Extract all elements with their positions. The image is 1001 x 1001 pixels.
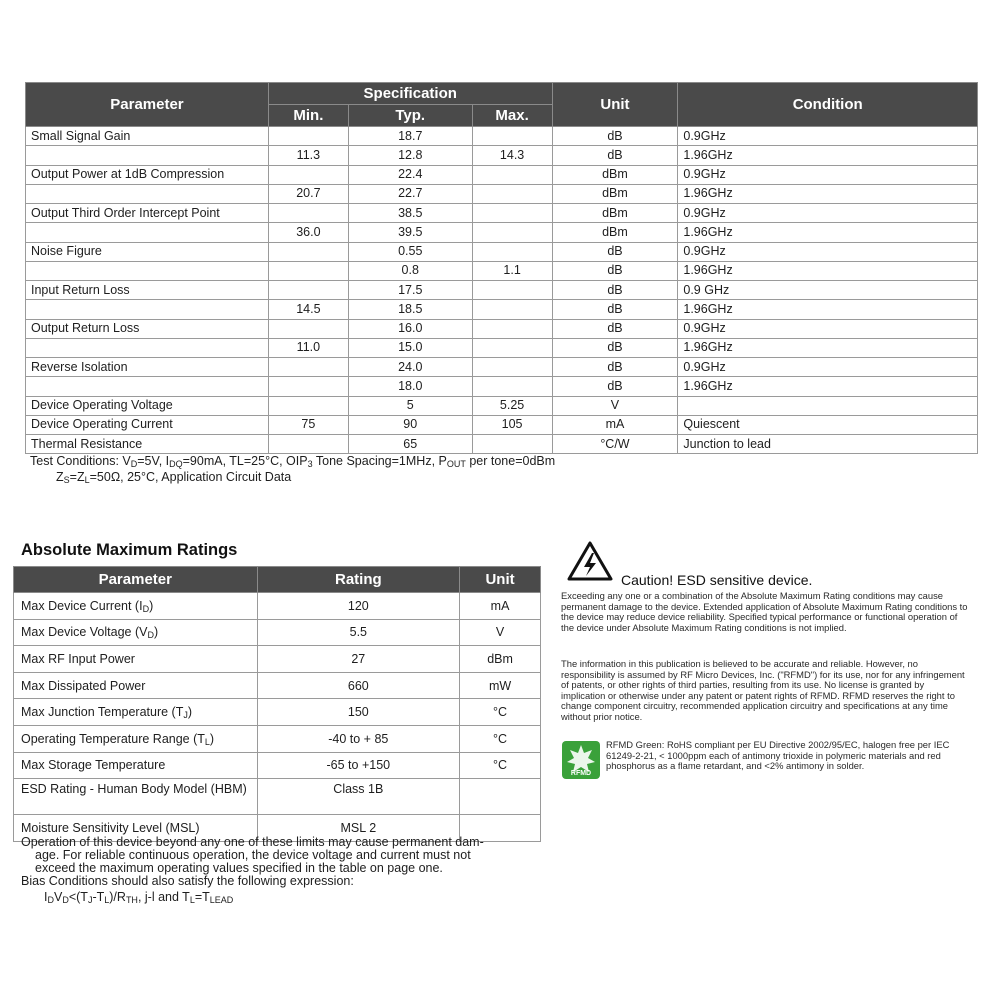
abs-cell-rating: 5.5 bbox=[257, 619, 460, 646]
spec-cell-parameter bbox=[26, 146, 269, 165]
spec-cell-min bbox=[268, 242, 348, 261]
abs-cell-unit: °C bbox=[460, 752, 541, 779]
spec-cell-condition: 0.9GHz bbox=[678, 165, 978, 184]
spec-cell-parameter: Thermal Resistance bbox=[26, 435, 269, 454]
abs-max-row bbox=[14, 672, 541, 699]
rfmd-green-logo-icon: RFMD bbox=[562, 741, 600, 779]
spec-cell-min: 20.7 bbox=[268, 184, 348, 203]
operation-note: Operation of this device beyond any one of these limits may cause permanent dam- age. For reliable continuous operation, the device voltage and current must not exceed the maximum operating values specified in the table on page one. Bias Conditions should also satisfy the following expression: bbox=[21, 835, 484, 888]
abs-cell-parameter: Max Device Current $(I_D)$ bbox=[14, 593, 258, 620]
spec-cell-unit: dB bbox=[552, 261, 678, 280]
spec-cell-typ: 0.8 bbox=[348, 261, 472, 280]
spec-cell-unit: dB bbox=[552, 319, 678, 338]
header-parameter: Parameter bbox=[26, 83, 269, 127]
header-unit: Unit bbox=[552, 83, 678, 127]
abs-cell-unit: dBm bbox=[460, 646, 541, 673]
spec-cell-min bbox=[268, 281, 348, 300]
spec-cell-condition: 1.96GHz bbox=[678, 261, 978, 280]
spec-cell-unit: dB bbox=[552, 300, 678, 319]
spec-cell-unit: dBm bbox=[552, 184, 678, 203]
spec-cell-min: 36.0 bbox=[268, 223, 348, 242]
spec-cell-min: 11.0 bbox=[268, 338, 348, 357]
bias-expression: $I_DV_D<(T_J-T_L)/R_{TH}$, j-l and $T_L=T_{LEAD}$ bbox=[44, 890, 234, 905]
spec-cell-typ: 38.5 bbox=[348, 204, 472, 223]
specification-table bbox=[25, 82, 978, 454]
abs-max-table bbox=[13, 566, 541, 842]
specification-table-body bbox=[26, 127, 978, 454]
spec-cell-min bbox=[268, 319, 348, 338]
spec-cell-min bbox=[268, 127, 348, 146]
abs-cell-parameter: Operating Temperature Range $(T_L)$ bbox=[14, 725, 258, 752]
spec-cell-typ: 17.5 bbox=[348, 281, 472, 300]
abs-max-title: Absolute Maximum Ratings bbox=[21, 541, 238, 559]
header-min: Min. bbox=[268, 105, 348, 127]
abs-max-row bbox=[14, 646, 541, 673]
spec-cell-parameter: Device Operating Current bbox=[26, 415, 269, 434]
spec-row bbox=[26, 223, 978, 242]
spec-cell-min bbox=[268, 396, 348, 415]
abs-cell-parameter: Moisture Sensitivity Level (MSL) bbox=[14, 815, 258, 842]
spec-cell-typ: 22.4 bbox=[348, 165, 472, 184]
spec-cell-typ: 12.8 bbox=[348, 146, 472, 165]
spec-cell-condition: 1.96GHz bbox=[678, 300, 978, 319]
spec-cell-typ: 18.0 bbox=[348, 377, 472, 396]
spec-cell-max bbox=[472, 358, 552, 377]
spec-row bbox=[26, 146, 978, 165]
abs-max-table-body bbox=[14, 593, 541, 842]
spec-cell-condition: 0.9GHz bbox=[678, 204, 978, 223]
spec-cell-parameter: Device Operating Voltage bbox=[26, 396, 269, 415]
spec-row bbox=[26, 319, 978, 338]
spec-cell-condition: 0.9GHz bbox=[678, 319, 978, 338]
test-conditions-line-2: $Z_S=Z_L=50\Omega$, 25°C, Application Circuit Data bbox=[56, 470, 292, 485]
spec-cell-condition: 0.9GHz bbox=[678, 358, 978, 377]
liability-disclaimer: The information in this publication is believed to be accurate and reliable. However, no responsibility is assumed by RF Micro Devices, Inc. ("RFMD") for its use, nor for any infringement of patents, or other rights of third parties, resulting from its use. No license is granted by implication or otherwise under any patent or patent rights of RFMD. RFMD reserves the right to change component circuitry, recommended application circuitry and specifications at any time without prior notice. bbox=[561, 658, 965, 722]
abs-max-row bbox=[14, 699, 541, 726]
abs-cell-rating: -40 to + 85 bbox=[257, 725, 460, 752]
abs-cell-parameter: Max Device Voltage $(V_D)$ bbox=[14, 619, 258, 646]
abs-header-rating: Rating bbox=[257, 567, 460, 593]
spec-cell-condition: 1.96GHz bbox=[678, 223, 978, 242]
spec-cell-typ: 15.0 bbox=[348, 338, 472, 357]
spec-cell-max bbox=[472, 184, 552, 203]
spec-cell-max bbox=[472, 165, 552, 184]
abs-max-disclaimer: Exceeding any one or a combination of the Absolute Maximum Rating conditions may cause permanent damage to the device. Extended application of Absolute Maximum Rating conditions to the device may reduce device reliability. Specified typical performance or functional operation of the device under Absolute Maximum Rating conditions is not implied. bbox=[561, 590, 968, 633]
header-specification: Specification bbox=[268, 83, 552, 105]
abs-max-row bbox=[14, 619, 541, 646]
spec-cell-max bbox=[472, 300, 552, 319]
abs-max-row bbox=[14, 779, 541, 815]
spec-cell-condition: 1.96GHz bbox=[678, 146, 978, 165]
spec-row bbox=[26, 261, 978, 280]
spec-cell-unit: dB bbox=[552, 127, 678, 146]
spec-cell-condition: 1.96GHz bbox=[678, 377, 978, 396]
abs-cell-rating: 660 bbox=[257, 672, 460, 699]
spec-row bbox=[26, 358, 978, 377]
spec-cell-unit: dB bbox=[552, 338, 678, 357]
spec-cell-unit: dBm bbox=[552, 223, 678, 242]
spec-cell-min: 11.3 bbox=[268, 146, 348, 165]
spec-row bbox=[26, 338, 978, 357]
spec-cell-min bbox=[268, 165, 348, 184]
abs-cell-unit: mA bbox=[460, 593, 541, 620]
abs-cell-parameter: Max RF Input Power bbox=[14, 646, 258, 673]
spec-cell-typ: 39.5 bbox=[348, 223, 472, 242]
spec-cell-parameter bbox=[26, 223, 269, 242]
spec-cell-min: 14.5 bbox=[268, 300, 348, 319]
spec-row bbox=[26, 165, 978, 184]
spec-row bbox=[26, 377, 978, 396]
spec-cell-min bbox=[268, 377, 348, 396]
spec-cell-unit: dB bbox=[552, 377, 678, 396]
spec-cell-typ: 90 bbox=[348, 415, 472, 434]
spec-cell-max: 14.3 bbox=[472, 146, 552, 165]
spec-cell-condition: Junction to lead bbox=[678, 435, 978, 454]
spec-cell-condition: 0.9 GHz bbox=[678, 281, 978, 300]
abs-header-unit: Unit bbox=[460, 567, 541, 593]
spec-row bbox=[26, 435, 978, 454]
spec-cell-unit: dBm bbox=[552, 165, 678, 184]
spec-cell-min bbox=[268, 435, 348, 454]
spec-cell-min bbox=[268, 261, 348, 280]
spec-cell-unit: dB bbox=[552, 358, 678, 377]
spec-cell-min: 75 bbox=[268, 415, 348, 434]
abs-max-row bbox=[14, 752, 541, 779]
spec-cell-unit: dB bbox=[552, 281, 678, 300]
esd-warning-icon bbox=[567, 541, 613, 581]
spec-row bbox=[26, 396, 978, 415]
spec-cell-condition: 0.9GHz bbox=[678, 242, 978, 261]
spec-cell-parameter bbox=[26, 261, 269, 280]
abs-max-row bbox=[14, 593, 541, 620]
spec-cell-min bbox=[268, 358, 348, 377]
spec-cell-max bbox=[472, 223, 552, 242]
spec-cell-max bbox=[472, 281, 552, 300]
spec-cell-max: 1.1 bbox=[472, 261, 552, 280]
spec-cell-typ: 22.7 bbox=[348, 184, 472, 203]
spec-cell-typ: 18.7 bbox=[348, 127, 472, 146]
spec-cell-condition: 1.96GHz bbox=[678, 184, 978, 203]
spec-cell-parameter: Output Return Loss bbox=[26, 319, 269, 338]
spec-cell-unit: mA bbox=[552, 415, 678, 434]
abs-cell-unit: mW bbox=[460, 672, 541, 699]
spec-cell-parameter bbox=[26, 184, 269, 203]
spec-cell-parameter: Input Return Loss bbox=[26, 281, 269, 300]
abs-cell-unit bbox=[460, 779, 541, 815]
spec-cell-unit: dBm bbox=[552, 204, 678, 223]
spec-cell-max bbox=[472, 377, 552, 396]
spec-cell-max bbox=[472, 435, 552, 454]
abs-cell-parameter: ESD Rating - Human Body Model (HBM) bbox=[14, 779, 258, 815]
abs-cell-rating: 150 bbox=[257, 699, 460, 726]
spec-cell-condition: 1.96GHz bbox=[678, 338, 978, 357]
spec-cell-max bbox=[472, 242, 552, 261]
abs-cell-parameter: Max Storage Temperature bbox=[14, 752, 258, 779]
abs-cell-rating: -65 to +150 bbox=[257, 752, 460, 779]
spec-cell-parameter: Output Third Order Intercept Point bbox=[26, 204, 269, 223]
spec-cell-unit: dB bbox=[552, 242, 678, 261]
spec-row bbox=[26, 204, 978, 223]
header-max: Max. bbox=[472, 105, 552, 127]
spec-cell-parameter: Noise Figure bbox=[26, 242, 269, 261]
abs-cell-unit: V bbox=[460, 619, 541, 646]
spec-row bbox=[26, 127, 978, 146]
spec-cell-max bbox=[472, 127, 552, 146]
abs-cell-unit: °C bbox=[460, 699, 541, 726]
spec-cell-condition: 0.9GHz bbox=[678, 127, 978, 146]
rfmd-green-statement: RFMD Green: RoHS compliant per EU Directive 2002/95/EC, halogen free per IEC 61249-2-21, < 1000ppm each of antimony trioxide in polymeric materials and red phosphorus as a flame retardant, and <2% antimony in solder. bbox=[606, 739, 950, 772]
spec-cell-typ: 24.0 bbox=[348, 358, 472, 377]
spec-cell-parameter bbox=[26, 377, 269, 396]
spec-cell-condition bbox=[678, 396, 978, 415]
abs-cell-unit: °C bbox=[460, 725, 541, 752]
spec-cell-max bbox=[472, 319, 552, 338]
spec-row bbox=[26, 281, 978, 300]
spec-cell-max bbox=[472, 338, 552, 357]
caution-heading: Caution! ESD sensitive device. bbox=[621, 572, 813, 588]
spec-row bbox=[26, 415, 978, 434]
spec-cell-parameter: Small Signal Gain bbox=[26, 127, 269, 146]
header-typ: Typ. bbox=[348, 105, 472, 127]
spec-row bbox=[26, 184, 978, 203]
abs-max-row bbox=[14, 725, 541, 752]
abs-cell-parameter: Max Junction Temperature $(T_J)$ bbox=[14, 699, 258, 726]
spec-cell-unit: V bbox=[552, 396, 678, 415]
spec-cell-max: 5.25 bbox=[472, 396, 552, 415]
spec-cell-parameter: Reverse Isolation bbox=[26, 358, 269, 377]
spec-cell-typ: 18.5 bbox=[348, 300, 472, 319]
spec-row bbox=[26, 242, 978, 261]
spec-cell-typ: 5 bbox=[348, 396, 472, 415]
spec-cell-typ: 0.55 bbox=[348, 242, 472, 261]
spec-cell-max bbox=[472, 204, 552, 223]
spec-row bbox=[26, 300, 978, 319]
spec-cell-condition: Quiescent bbox=[678, 415, 978, 434]
abs-cell-rating: 120 bbox=[257, 593, 460, 620]
abs-header-parameter: Parameter bbox=[14, 567, 258, 593]
spec-cell-unit: dB bbox=[552, 146, 678, 165]
header-condition: Condition bbox=[678, 83, 978, 127]
spec-cell-min bbox=[268, 204, 348, 223]
abs-cell-parameter: Max Dissipated Power bbox=[14, 672, 258, 699]
spec-cell-parameter bbox=[26, 338, 269, 357]
spec-cell-unit: °C/W bbox=[552, 435, 678, 454]
spec-cell-max: 105 bbox=[472, 415, 552, 434]
spec-cell-typ: 65 bbox=[348, 435, 472, 454]
spec-cell-parameter bbox=[26, 300, 269, 319]
spec-cell-typ: 16.0 bbox=[348, 319, 472, 338]
test-conditions-line-1: Test Conditions: $V_D=5V$, $I_{DQ}=90mA$, TL=25°C, $OIP_3$ Tone Spacing=1MHz, $P_{OUT}$ per tone=0dBm bbox=[30, 454, 556, 469]
spec-cell-parameter: Output Power at 1dB Compression bbox=[26, 165, 269, 184]
abs-cell-rating: 27 bbox=[257, 646, 460, 673]
abs-cell-rating: Class 1B bbox=[257, 779, 460, 815]
abs-cell-rating: MSL 2 bbox=[257, 815, 460, 842]
